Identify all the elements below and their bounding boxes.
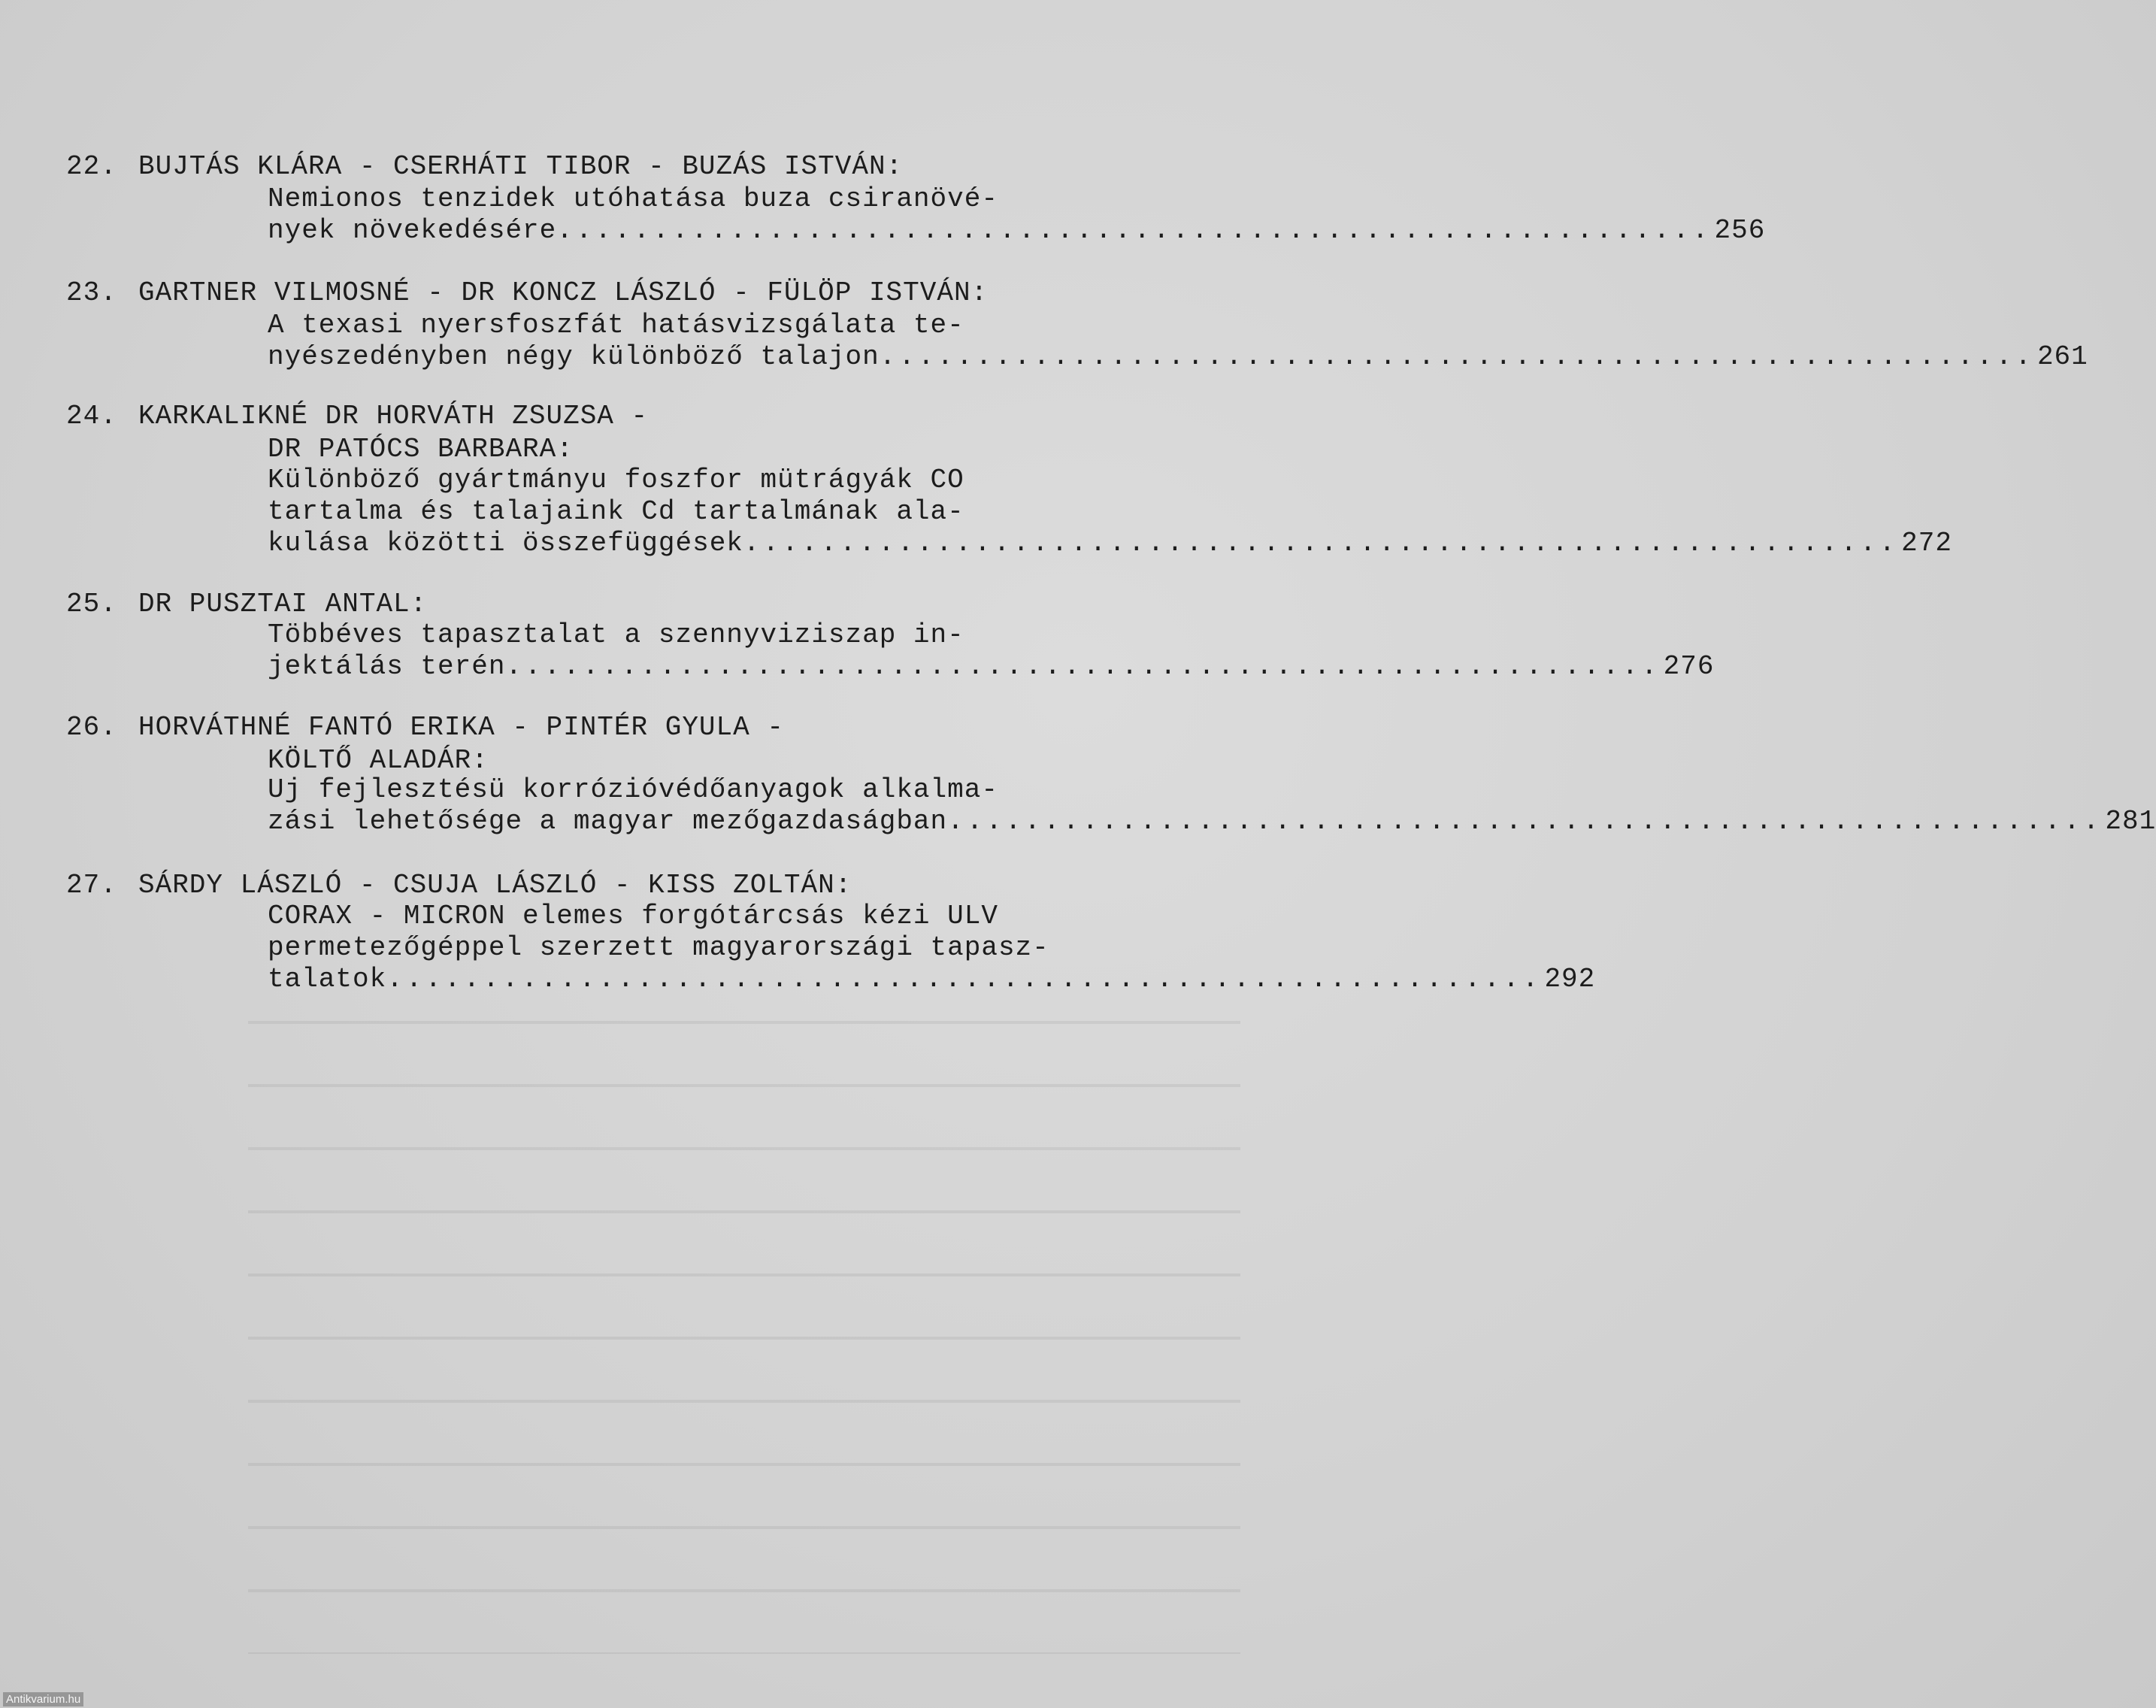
title-line: nyek növekedésére	[268, 215, 557, 246]
title-line: permetezőgéppel szerzett magyarországi tapasz-	[268, 932, 1049, 963]
title-line: jektálás terén	[268, 651, 506, 682]
page-number: 256	[1714, 215, 1766, 246]
entry-number: 27.	[66, 870, 117, 901]
author-line: KARKALIKNÉ DR HORVÁTH ZSUZSA -	[138, 401, 649, 432]
entry-title	[268, 183, 1766, 247]
watermark: Antikvarium.hu	[3, 1692, 83, 1706]
title-line: nyészedényben négy különböző talajon	[268, 341, 880, 372]
leader-dots: ............................................................	[556, 215, 1712, 246]
page-number: 276	[1663, 651, 1715, 682]
leader-dots: ............................................................	[743, 528, 1899, 559]
author-line: HORVÁTHNÉ FANTÓ ERIKA - PINTÉR GYULA -	[138, 712, 784, 743]
title-line: zási lehetősége a magyar mezőgazdaságban	[268, 806, 948, 837]
entry-title	[268, 619, 1715, 683]
entry-number: 22.	[66, 151, 117, 182]
title-last-line	[268, 528, 1952, 559]
entry-title	[268, 901, 1596, 995]
title-line: CORAX - MICRON elemes forgótárcsás kézi ULV	[268, 901, 998, 931]
page-number: 261	[2036, 341, 2088, 372]
title-line: Különböző gyártmányu foszfor mütrágyák CO	[268, 465, 964, 495]
title-line: Többéves tapasztalat a szennyviziszap in-	[268, 619, 964, 650]
page-number: 272	[1901, 528, 1952, 559]
show-through-text	[248, 977, 1240, 1654]
title-line: kulása közötti összefüggések	[268, 528, 743, 559]
entry-number: 25.	[66, 589, 117, 619]
entry-authors	[138, 400, 648, 466]
leader-dots: ............................................................	[947, 806, 2103, 837]
title-line: tartalma és talajaink Cd tartalmának ala-	[268, 496, 964, 527]
title-line: Nemionos tenzidek utóhatása buza csiranövé-	[268, 183, 998, 214]
leader-dots: ............................................................	[386, 964, 1542, 995]
leader-dots: ............................................................	[879, 341, 2034, 372]
title-last-line	[268, 215, 1766, 247]
entry-number: 26.	[66, 712, 117, 743]
entry-number: 23.	[66, 277, 117, 308]
author-line: KÖLTŐ ALADÁR:	[268, 745, 489, 776]
title-line: A texasi nyersfoszfát hatásvizsgálata te-	[268, 310, 964, 341]
entry-number: 24.	[66, 401, 117, 432]
entry-authors: DR PUSZTAI ANTAL:	[138, 589, 428, 619]
title-line: talatok	[268, 964, 387, 995]
entry-authors: SÁRDY LÁSZLÓ - CSUJA LÁSZLÓ - KISS ZOLTÁN:	[138, 870, 852, 901]
entry-authors	[138, 711, 784, 777]
title-last-line	[268, 964, 1596, 995]
title-last-line	[268, 341, 2088, 373]
leader-dots: ............................................................	[505, 651, 1661, 682]
title-last-line	[268, 651, 1715, 683]
title-line: Uj fejlesztésü korrózióvédőanyagok alkalma-	[268, 774, 998, 805]
author-line: DR PATÓCS BARBARA:	[268, 434, 574, 465]
entry-title	[268, 310, 2088, 373]
page-number: 292	[1544, 964, 1596, 995]
entry-title	[268, 465, 1952, 559]
page-number: 281	[2105, 806, 2156, 837]
entry-authors: BUJTÁS KLÁRA - CSERHÁTI TIBOR - BUZÁS ISTVÁN:	[138, 151, 904, 182]
entry-title	[268, 774, 2156, 837]
entry-authors: GARTNER VILMOSNÉ - DR KONCZ LÁSZLÓ - FÜLÖP ISTVÁN:	[138, 277, 989, 308]
title-last-line	[268, 806, 2156, 837]
